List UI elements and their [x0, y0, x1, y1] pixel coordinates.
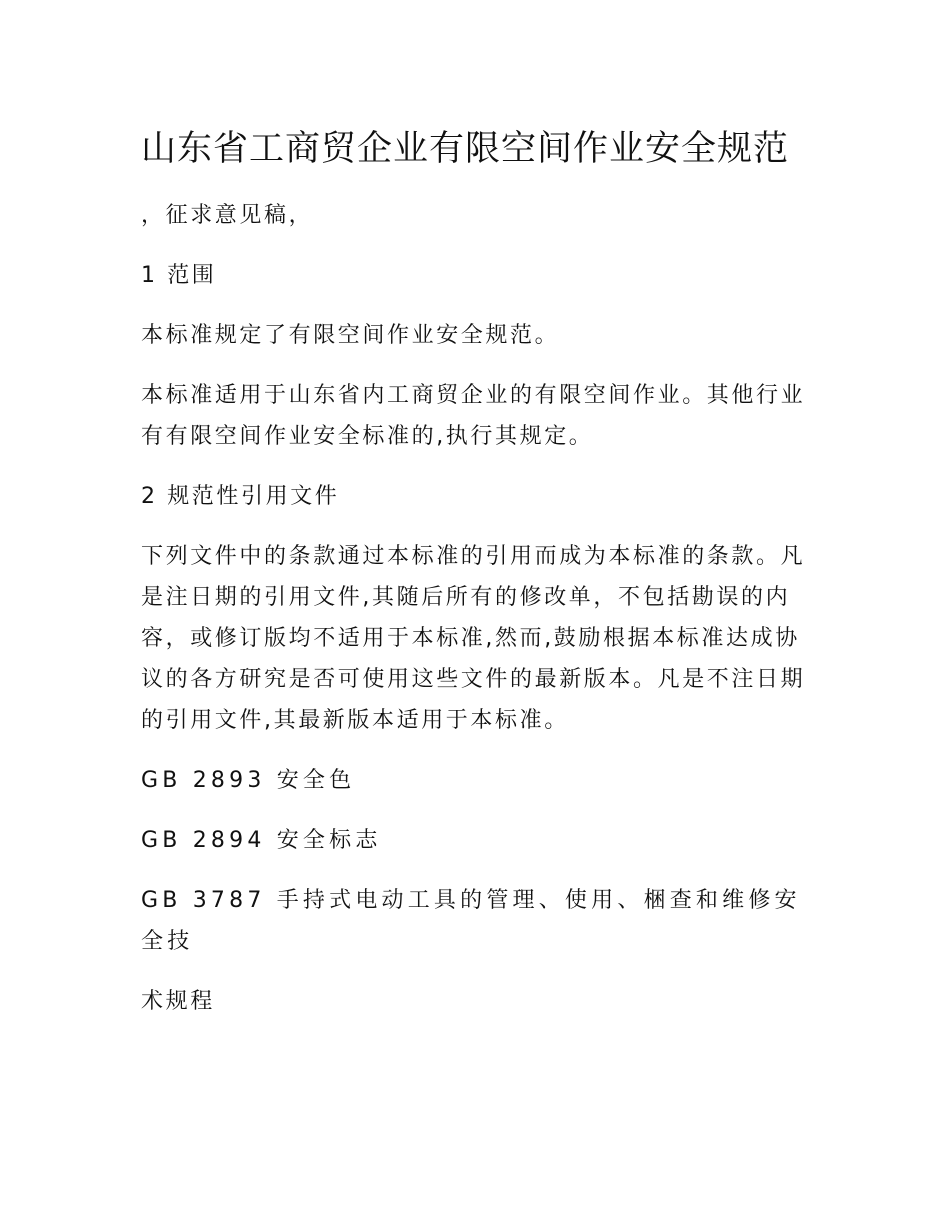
scope-paragraph-1: 本标准规定了有限空间作业安全规范。 — [141, 323, 560, 348]
document-title: 山东省工商贸企业有限空间作业安全规范 — [141, 129, 790, 169]
reference-gb2894: GB 2894 安全标志 — [141, 828, 382, 853]
reference-gb3787: GB 3787 手持式电动工具的管理、使用、梱查和维修安全技 — [141, 888, 801, 954]
document-page — [141, 124, 821, 1041]
section-heading-scope: 1 范围 — [141, 263, 217, 288]
draft-note: ，征求意见稿， — [141, 203, 314, 228]
scope-paragraph-2: 本标准适用于山东省内工商贸企业的有限空间作业。其他行业有有限空间作业安全标准的,执行其规定。 — [141, 383, 806, 449]
reference-gb3787-continued: 术规程 — [141, 989, 215, 1014]
references-paragraph: 下列文件中的条款通过本标准的引用而成为本标准的条款。凡是注日期的引用文件,其随后所有的修改单，不包括勘误的内容，或修订版均不适用于本标准,然而,鼓励根据本标准达成协议的各方研究是否可使用这些文件的最新版本。凡是不注日期的引用文件,其最新版本适用于本标准。 — [141, 544, 806, 733]
section-heading-references: 2 规范性引用文件 — [141, 484, 340, 509]
reference-gb2893: GB 2893 安全色 — [141, 768, 356, 793]
